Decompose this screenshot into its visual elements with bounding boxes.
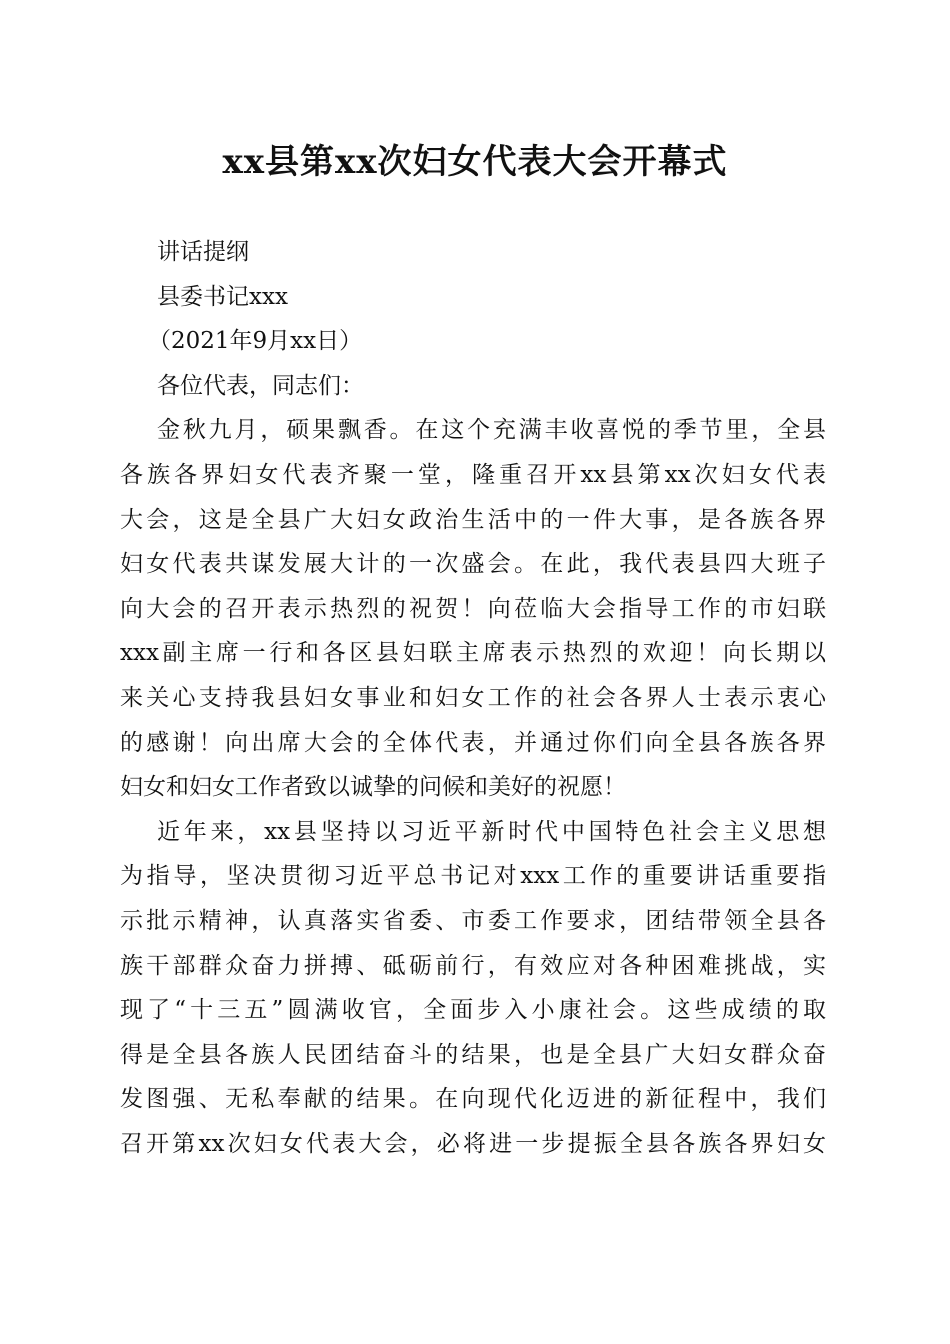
paragraph-line: 族干部群众奋力拼搏、砥砺前行，有效应对各种困难挑战，实	[120, 952, 826, 979]
outline-label: 讲话提纲	[157, 239, 249, 265]
paragraph-line: 来关心支持我县妇女事业和妇女工作的社会各界人士表示衷心	[120, 684, 826, 711]
paragraph-line: 大会，这是全县广大妇女政治生活中的一件大事，是各族各界	[120, 506, 826, 533]
paragraph-line: 示批示精神，认真落实省委、市委工作要求，团结带领全县各	[120, 907, 826, 934]
salutation: 各位代表，同志们：	[157, 372, 364, 399]
paragraph-line: 为指导，坚决贯彻习近平总书记对xxx工作的重要讲话重要指	[120, 863, 826, 890]
paragraph-line: 妇女代表共谋发展大计的一次盛会。在此，我代表县四大班子	[120, 551, 826, 578]
paragraph-line: xxx副主席一行和各区县妇联主席表示热烈的欢迎！向长期以	[120, 640, 826, 667]
document-body	[120, 230, 826, 1166]
paragraph-line: 向大会的召开表示热烈的祝贺！向莅临大会指导工作的市妇联	[120, 595, 826, 622]
paragraph-line: 现了“十三五”圆满收官，全面步入小康社会。这些成绩的取	[120, 997, 826, 1024]
document-title: xx县第xx次妇女代表大会开幕式	[222, 142, 728, 182]
paragraph-line: 金秋九月，硕果飘香。在这个充满丰收喜悦的季节里，全县	[157, 417, 826, 444]
speaker-line: 县委书记xxx	[157, 283, 288, 310]
paragraph-line: 近年来，xx县坚持以习近平新时代中国特色社会主义思想	[157, 818, 826, 845]
paragraph-line: 召开第xx次妇女代表大会，必将进一步提振全县各族各界妇女	[120, 1130, 826, 1157]
paragraph-line: 妇女和妇女工作者致以诚挚的问候和美好的祝愿！	[120, 774, 626, 801]
date-line: （2021年9月xx日）	[148, 328, 363, 355]
paragraph-line: 各族各界妇女代表齐聚一堂，隆重召开xx县第xx次妇女代表	[120, 461, 826, 488]
paragraph-line: 的感谢！向出席大会的全体代表，并通过你们向全县各族各界	[120, 729, 826, 756]
paragraph-line: 得是全县各族人民团结奋斗的结果，也是全县广大妇女群众奋	[120, 1041, 826, 1068]
paragraph-line: 发图强、无私奉献的结果。在向现代化迈进的新征程中，我们	[120, 1086, 826, 1113]
